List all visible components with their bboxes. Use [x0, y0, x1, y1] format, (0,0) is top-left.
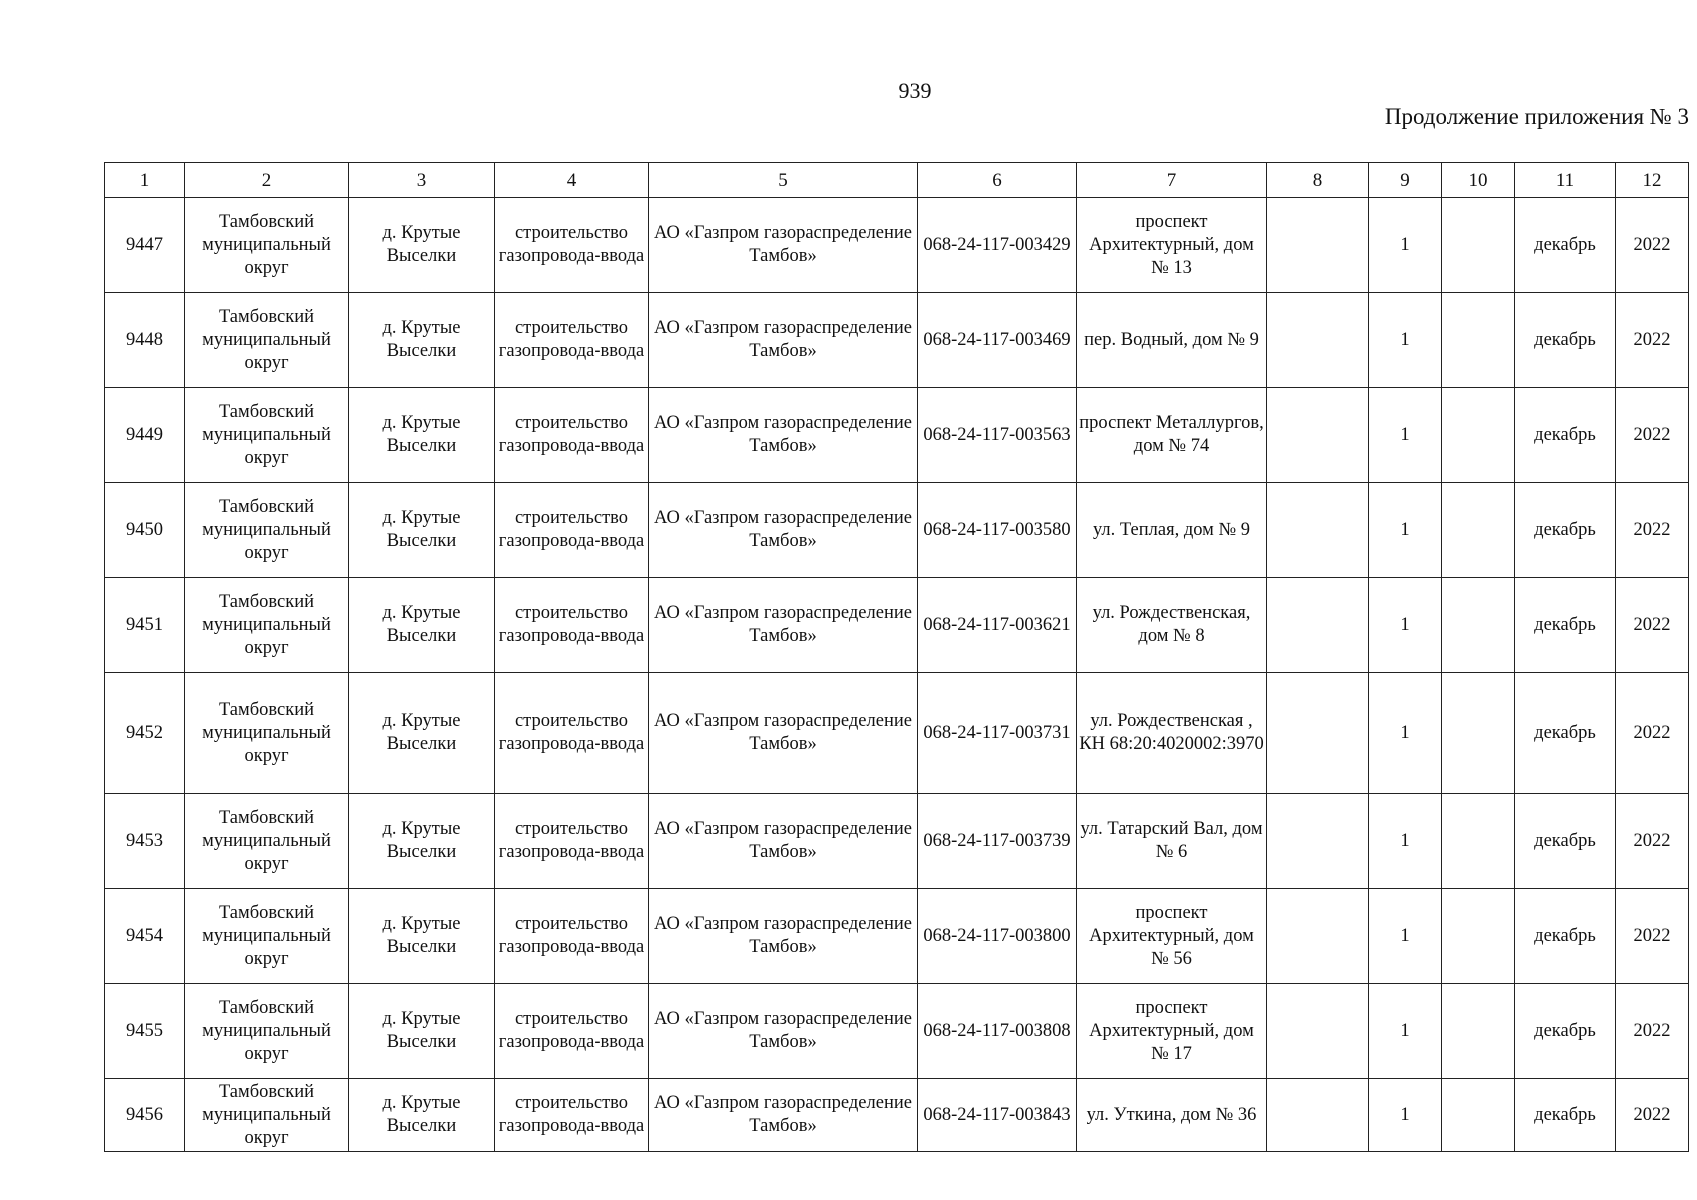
year-cell: 2022 [1616, 984, 1689, 1079]
column-8-cell [1267, 578, 1369, 673]
object-code-cell: 068-24-117-003800 [918, 889, 1077, 984]
year-cell: 2022 [1616, 293, 1689, 388]
column-10-cell [1442, 198, 1515, 293]
work-type-cell: строительство газопровода-ввода [495, 673, 649, 794]
record-number: 9454 [105, 889, 185, 984]
object-code-cell: 068-24-117-003731 [918, 673, 1077, 794]
year-cell: 2022 [1616, 198, 1689, 293]
record-number: 9451 [105, 578, 185, 673]
organization-cell: АО «Газпром газораспределение Тамбов» [649, 483, 918, 578]
table-row [105, 483, 1689, 578]
district-cell: Тамбовский муниципальный округ [185, 293, 349, 388]
work-type-cell: строительство газопровода-ввода [495, 293, 649, 388]
year-cell: 2022 [1616, 889, 1689, 984]
organization-cell: АО «Газпром газораспределение Тамбов» [649, 984, 918, 1079]
year-cell: 2022 [1616, 673, 1689, 794]
record-number: 9449 [105, 388, 185, 483]
address-cell: ул. Теплая, дом № 9 [1077, 483, 1267, 578]
year-cell: 2022 [1616, 1079, 1689, 1152]
month-cell: декабрь [1515, 198, 1616, 293]
district-cell: Тамбовский муниципальный округ [185, 673, 349, 794]
quantity-cell: 1 [1369, 673, 1442, 794]
settlement-cell: д. Крутые Выселки [349, 578, 495, 673]
month-cell: декабрь [1515, 1079, 1616, 1152]
work-type-cell: строительство газопровода-ввода [495, 794, 649, 889]
settlement-cell: д. Крутые Выселки [349, 388, 495, 483]
address-cell: ул. Рождественская, дом № 8 [1077, 578, 1267, 673]
month-cell: декабрь [1515, 483, 1616, 578]
settlement-cell: д. Крутые Выселки [349, 673, 495, 794]
table-row [105, 673, 1689, 794]
column-header: 12 [1616, 163, 1689, 198]
column-header: 1 [105, 163, 185, 198]
column-8-cell [1267, 293, 1369, 388]
column-header: 4 [495, 163, 649, 198]
quantity-cell: 1 [1369, 889, 1442, 984]
district-cell: Тамбовский муниципальный округ [185, 794, 349, 889]
column-header: 7 [1077, 163, 1267, 198]
year-cell: 2022 [1616, 578, 1689, 673]
organization-cell: АО «Газпром газораспределение Тамбов» [649, 889, 918, 984]
object-code-cell: 068-24-117-003580 [918, 483, 1077, 578]
column-8-cell [1267, 483, 1369, 578]
column-header: 10 [1442, 163, 1515, 198]
quantity-cell: 1 [1369, 483, 1442, 578]
address-cell: проспект Архитектурный, дом № 13 [1077, 198, 1267, 293]
quantity-cell: 1 [1369, 1079, 1442, 1152]
column-8-cell [1267, 388, 1369, 483]
column-10-cell [1442, 794, 1515, 889]
table-row [105, 388, 1689, 483]
work-type-cell: строительство газопровода-ввода [495, 578, 649, 673]
quantity-cell: 1 [1369, 794, 1442, 889]
organization-cell: АО «Газпром газораспределение Тамбов» [649, 198, 918, 293]
settlement-cell: д. Крутые Выселки [349, 794, 495, 889]
year-cell: 2022 [1616, 483, 1689, 578]
table-row [105, 984, 1689, 1079]
column-10-cell [1442, 984, 1515, 1079]
table-row [105, 794, 1689, 889]
table-row [105, 578, 1689, 673]
month-cell: декабрь [1515, 578, 1616, 673]
quantity-cell: 1 [1369, 293, 1442, 388]
object-code-cell: 068-24-117-003808 [918, 984, 1077, 1079]
column-8-cell [1267, 794, 1369, 889]
column-10-cell [1442, 889, 1515, 984]
table-row [105, 1079, 1689, 1152]
column-10-cell [1442, 388, 1515, 483]
table-row [105, 889, 1689, 984]
work-type-cell: строительство газопровода-ввода [495, 1079, 649, 1152]
address-cell: ул. Рождественская , КН 68:20:4020002:3970 [1077, 673, 1267, 794]
month-cell: декабрь [1515, 889, 1616, 984]
column-8-cell [1267, 984, 1369, 1079]
column-8-cell [1267, 198, 1369, 293]
settlement-cell: д. Крутые Выселки [349, 198, 495, 293]
object-code-cell: 068-24-117-003739 [918, 794, 1077, 889]
district-cell: Тамбовский муниципальный округ [185, 578, 349, 673]
work-type-cell: строительство газопровода-ввода [495, 198, 649, 293]
month-cell: декабрь [1515, 984, 1616, 1079]
column-10-cell [1442, 293, 1515, 388]
record-number: 9447 [105, 198, 185, 293]
page-number: 939 [898, 78, 932, 103]
column-10-cell [1442, 578, 1515, 673]
month-cell: декабрь [1515, 673, 1616, 794]
address-cell: проспект Металлургов, дом № 74 [1077, 388, 1267, 483]
record-number: 9450 [105, 483, 185, 578]
month-cell: декабрь [1515, 388, 1616, 483]
column-header: 2 [185, 163, 349, 198]
register-table [104, 162, 1689, 1152]
settlement-cell: д. Крутые Выселки [349, 1079, 495, 1152]
month-cell: декабрь [1515, 293, 1616, 388]
column-header: 6 [918, 163, 1077, 198]
district-cell: Тамбовский муниципальный округ [185, 984, 349, 1079]
quantity-cell: 1 [1369, 198, 1442, 293]
district-cell: Тамбовский муниципальный округ [185, 889, 349, 984]
column-8-cell [1267, 889, 1369, 984]
settlement-cell: д. Крутые Выселки [349, 889, 495, 984]
record-number: 9455 [105, 984, 185, 1079]
record-number: 9453 [105, 794, 185, 889]
column-8-cell [1267, 673, 1369, 794]
column-header: 8 [1267, 163, 1369, 198]
district-cell: Тамбовский муниципальный округ [185, 1079, 349, 1152]
register-body [105, 198, 1689, 1152]
settlement-cell: д. Крутые Выселки [349, 293, 495, 388]
quantity-cell: 1 [1369, 388, 1442, 483]
table-row [105, 293, 1689, 388]
object-code-cell: 068-24-117-003469 [918, 293, 1077, 388]
quantity-cell: 1 [1369, 578, 1442, 673]
column-10-cell [1442, 483, 1515, 578]
column-8-cell [1267, 1079, 1369, 1152]
year-cell: 2022 [1616, 794, 1689, 889]
organization-cell: АО «Газпром газораспределение Тамбов» [649, 293, 918, 388]
appendix-continuation-label: Продолжение приложения № 3 [1384, 104, 1689, 129]
object-code-cell: 068-24-117-003621 [918, 578, 1077, 673]
address-cell: проспект Архитектурный, дом № 56 [1077, 889, 1267, 984]
district-cell: Тамбовский муниципальный округ [185, 388, 349, 483]
settlement-cell: д. Крутые Выселки [349, 984, 495, 1079]
column-header: 5 [649, 163, 918, 198]
organization-cell: АО «Газпром газораспределение Тамбов» [649, 794, 918, 889]
organization-cell: АО «Газпром газораспределение Тамбов» [649, 388, 918, 483]
object-code-cell: 068-24-117-003563 [918, 388, 1077, 483]
column-10-cell [1442, 1079, 1515, 1152]
address-cell: проспект Архитектурный, дом № 17 [1077, 984, 1267, 1079]
district-cell: Тамбовский муниципальный округ [185, 198, 349, 293]
column-header: 3 [349, 163, 495, 198]
address-cell: пер. Водный, дом № 9 [1077, 293, 1267, 388]
table-row [105, 198, 1689, 293]
object-code-cell: 068-24-117-003843 [918, 1079, 1077, 1152]
address-cell: ул. Уткина, дом № 36 [1077, 1079, 1267, 1152]
column-10-cell [1442, 673, 1515, 794]
column-header: 11 [1515, 163, 1616, 198]
district-cell: Тамбовский муниципальный округ [185, 483, 349, 578]
work-type-cell: строительство газопровода-ввода [495, 388, 649, 483]
column-number-row [105, 163, 1689, 198]
month-cell: декабрь [1515, 794, 1616, 889]
year-cell: 2022 [1616, 388, 1689, 483]
settlement-cell: д. Крутые Выселки [349, 483, 495, 578]
record-number: 9456 [105, 1079, 185, 1152]
organization-cell: АО «Газпром газораспределение Тамбов» [649, 578, 918, 673]
work-type-cell: строительство газопровода-ввода [495, 984, 649, 1079]
address-cell: ул. Татарский Вал, дом № 6 [1077, 794, 1267, 889]
work-type-cell: строительство газопровода-ввода [495, 889, 649, 984]
organization-cell: АО «Газпром газораспределение Тамбов» [649, 1079, 918, 1152]
record-number: 9452 [105, 673, 185, 794]
organization-cell: АО «Газпром газораспределение Тамбов» [649, 673, 918, 794]
record-number: 9448 [105, 293, 185, 388]
work-type-cell: строительство газопровода-ввода [495, 483, 649, 578]
quantity-cell: 1 [1369, 984, 1442, 1079]
column-header: 9 [1369, 163, 1442, 198]
object-code-cell: 068-24-117-003429 [918, 198, 1077, 293]
